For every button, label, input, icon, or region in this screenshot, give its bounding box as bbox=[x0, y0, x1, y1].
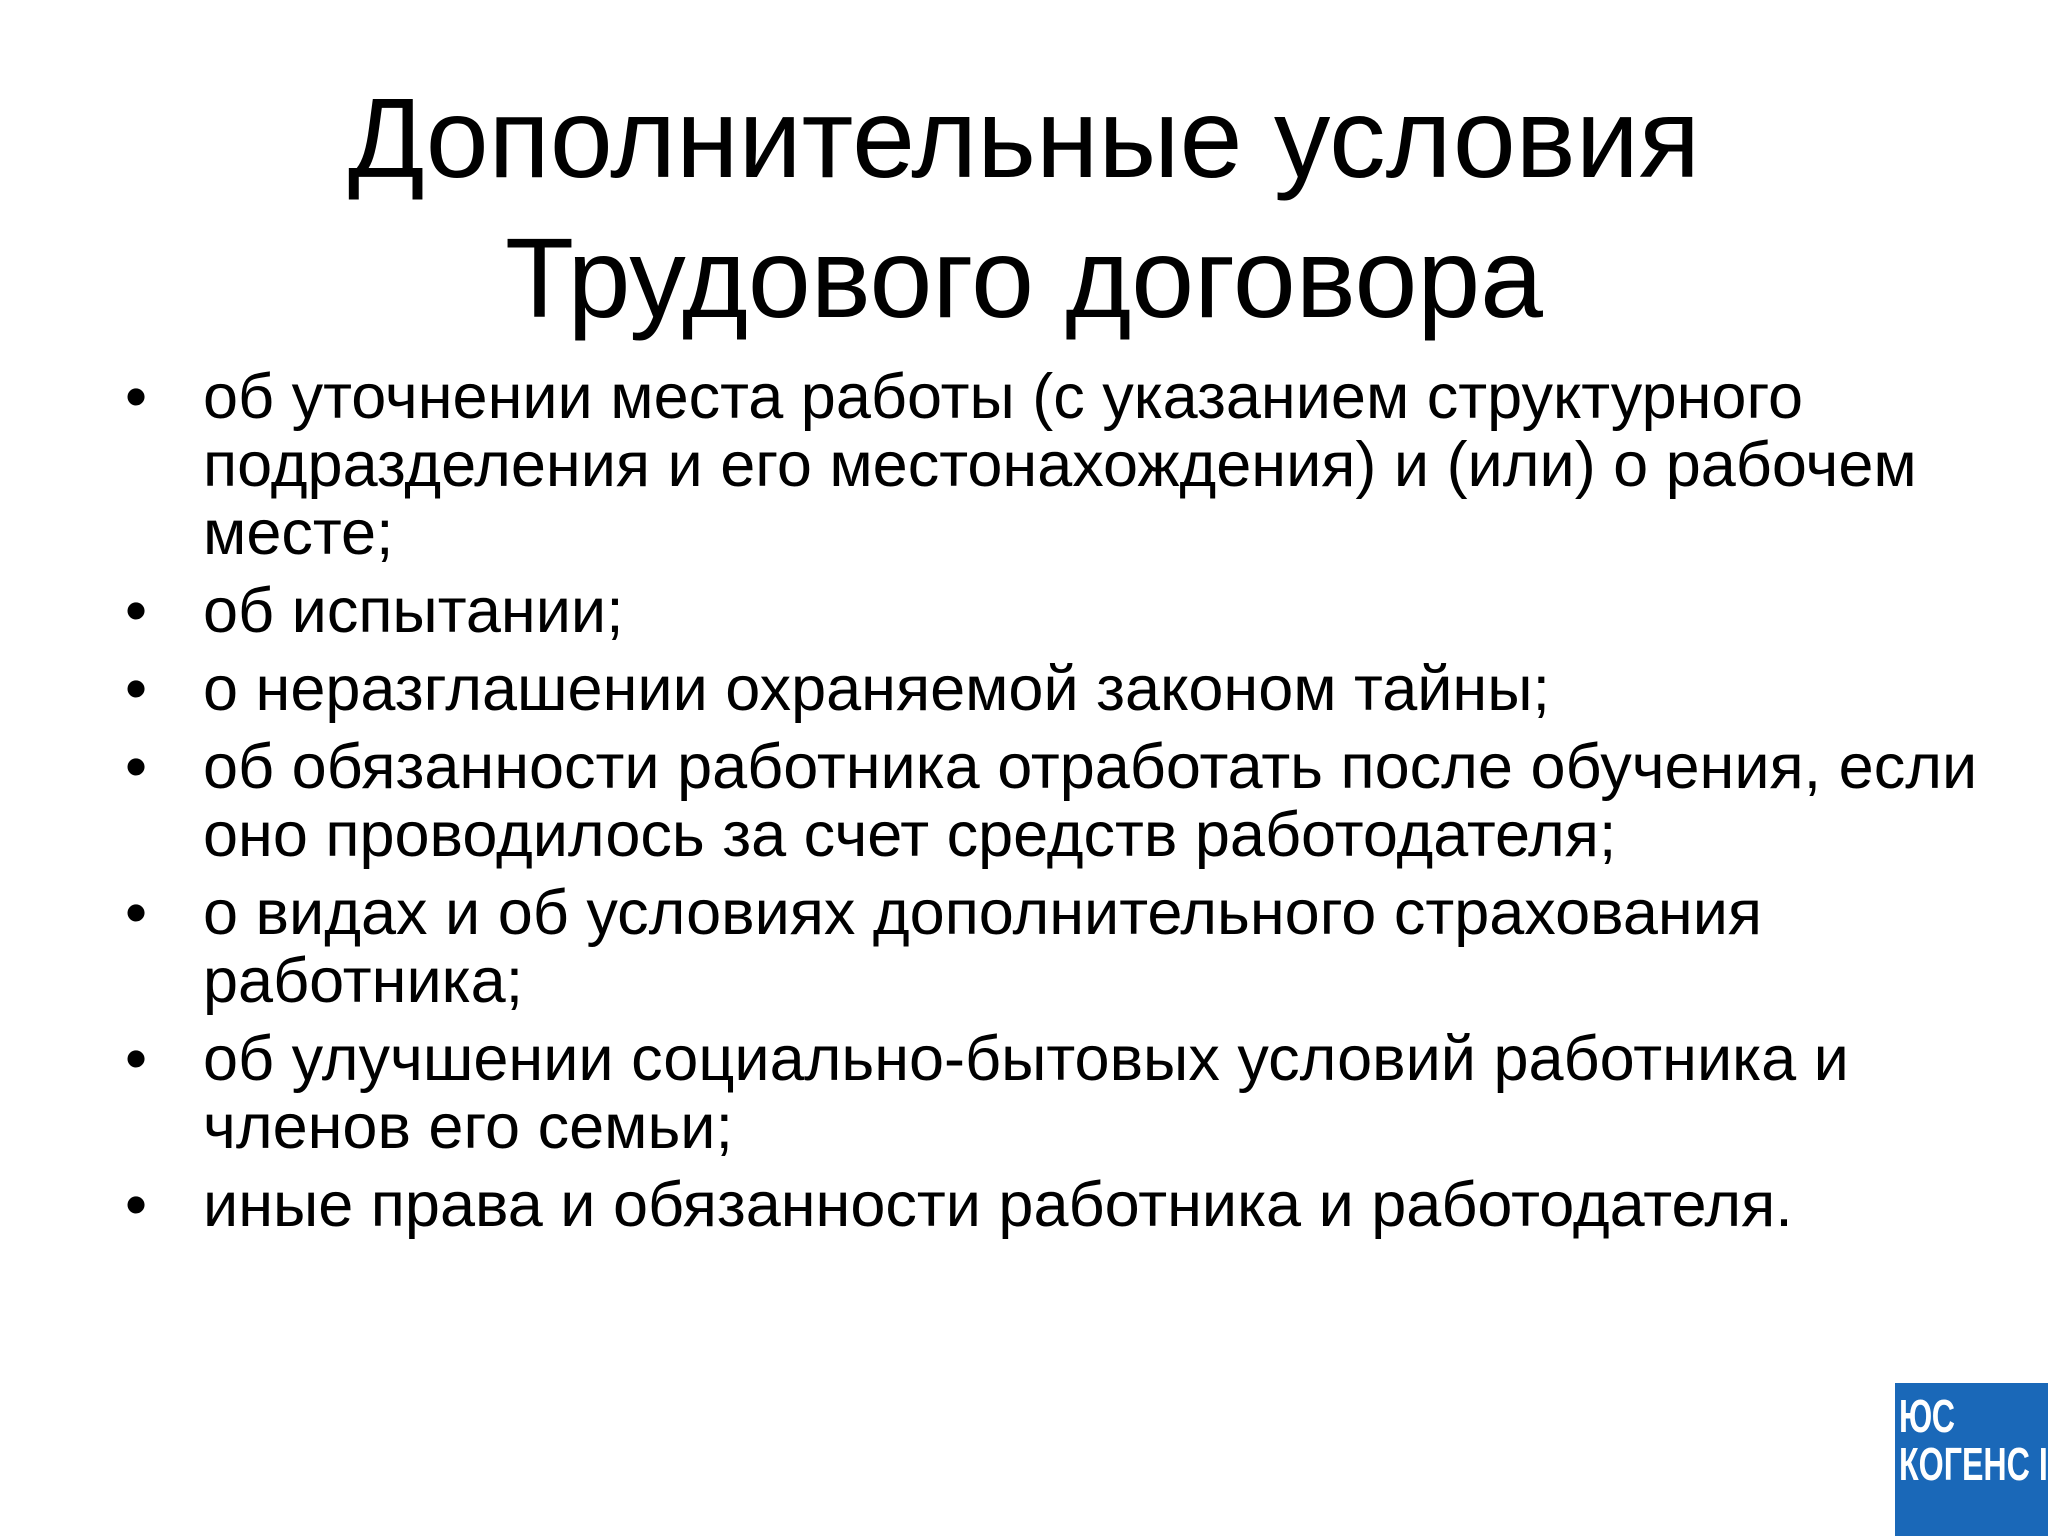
title-line-1: Дополнительные условия bbox=[347, 75, 1701, 201]
list-item bbox=[125, 1171, 2025, 1239]
list-item-text: о видах и об условиях дополнительного страхования работника; bbox=[203, 878, 1763, 1016]
bullet-icon: • bbox=[125, 362, 148, 432]
list-item-text: об уточнении места работы (с указанием структурного подразделения и его местонахождения) и (или) о рабочем месте; bbox=[203, 362, 1917, 568]
list-item-text: о неразглашении охраняемой законом тайны; bbox=[203, 654, 1550, 724]
bullet-icon: • bbox=[125, 576, 148, 646]
list-item bbox=[125, 363, 2025, 567]
bullet-icon: • bbox=[125, 732, 148, 802]
list-item-text: об обязанности работника отработать после обучения, если оно проводилось за счет средств работодателя; bbox=[203, 732, 1978, 870]
conditions-list bbox=[125, 363, 2025, 1249]
bullet-icon: • bbox=[125, 1024, 148, 1094]
list-item-text: об улучшении социально-бытовых условий работника и членов его семьи; bbox=[203, 1024, 1849, 1162]
list-item bbox=[125, 655, 2025, 723]
bullet-icon: • bbox=[125, 1170, 148, 1240]
list-item bbox=[125, 733, 2025, 869]
logo-line-2: КОГЕНС I bbox=[1899, 1438, 2048, 1490]
logo-line-1: ЮС bbox=[1899, 1390, 1956, 1442]
list-item bbox=[125, 879, 2025, 1015]
bullet-icon: • bbox=[125, 654, 148, 724]
list-item-text: иные права и обязанности работника и работодателя. bbox=[203, 1170, 1793, 1240]
bullet-icon: • bbox=[125, 878, 148, 948]
list-item bbox=[125, 577, 2025, 645]
company-logo bbox=[1895, 1383, 2048, 1536]
list-item-text: об испытании; bbox=[203, 576, 624, 646]
slide-title bbox=[0, 68, 2048, 348]
list-item bbox=[125, 1025, 2025, 1161]
title-line-2: Трудового договора bbox=[504, 215, 1544, 341]
